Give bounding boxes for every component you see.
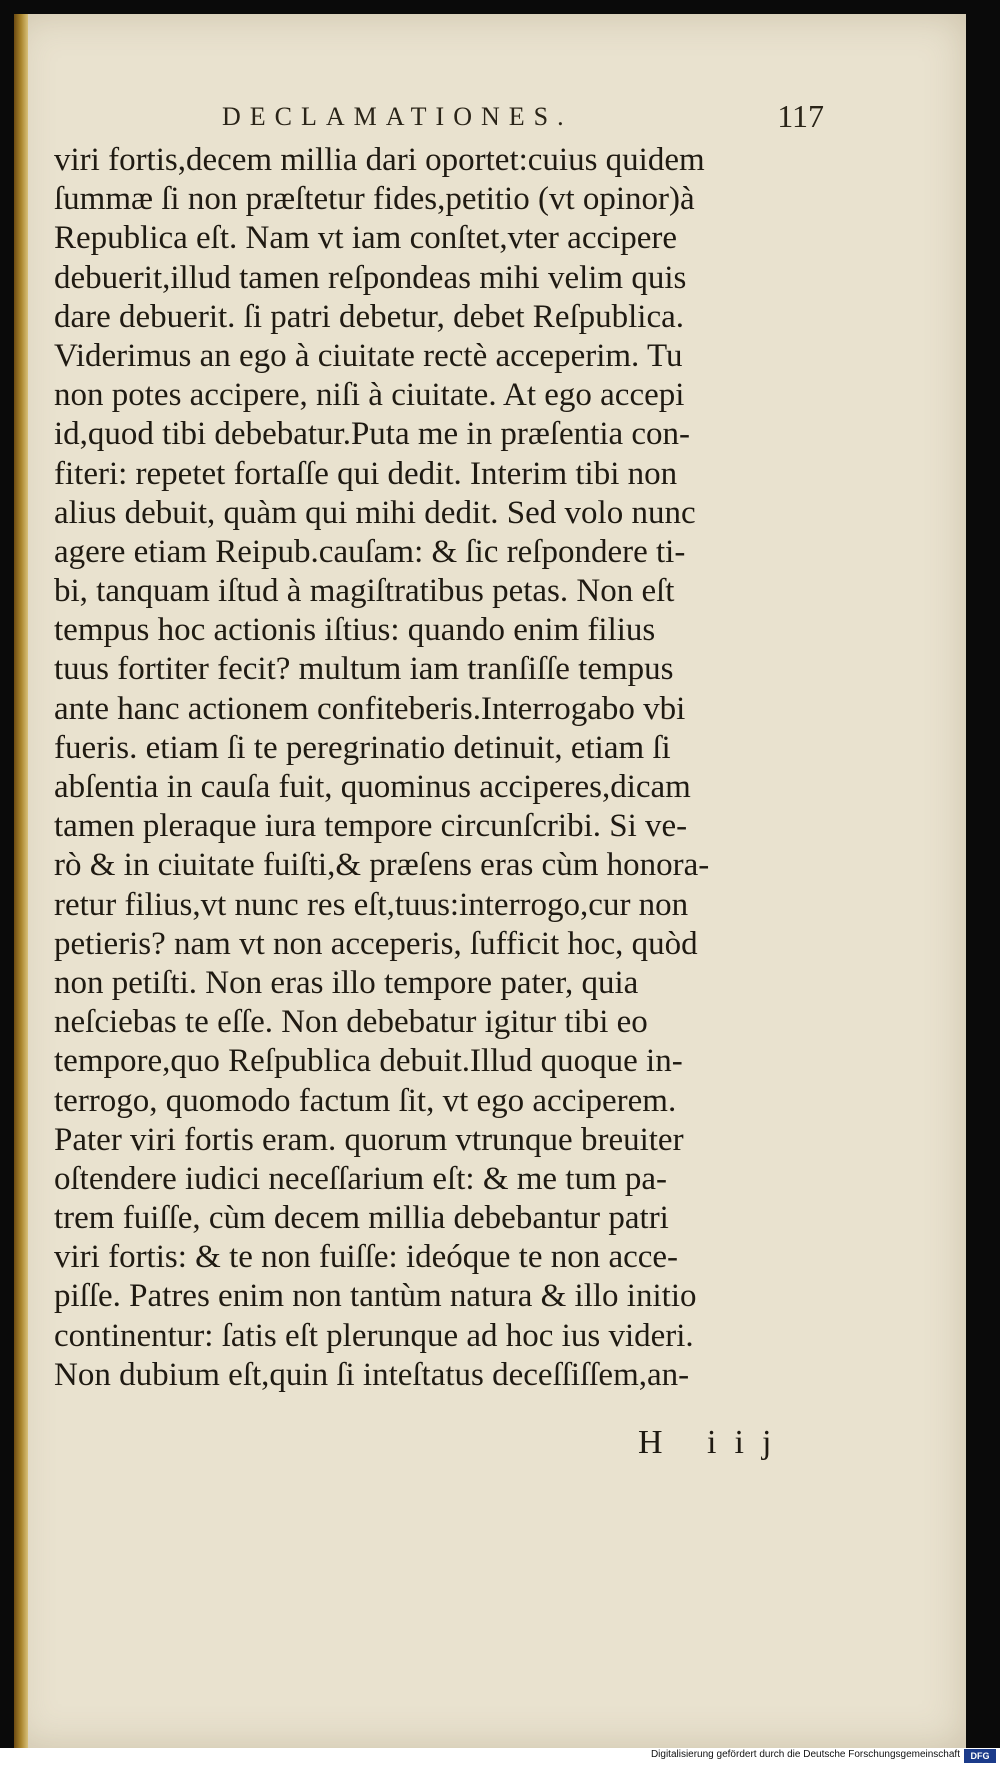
text-line: dare debuerit. ſi patri debetur, debet Reſpublica. bbox=[54, 298, 685, 335]
text-line: Pater viri fortis eram. quorum vtrunque breuiter bbox=[54, 1121, 684, 1158]
text-line: non petiſti. Non eras illo tempore pater, quia bbox=[54, 964, 639, 1001]
text-line: terrogo, quomodo factum ſit, vt ego acciperem. bbox=[54, 1082, 677, 1119]
text-line: bi, tanquam iſtud à magiſtratibus petas. Non eſt bbox=[54, 573, 675, 610]
text-line: alius debuit, quàm qui mihi dedit. Sed volo nunc bbox=[54, 494, 696, 531]
book-spine-edge bbox=[14, 14, 28, 1748]
text-line: viri fortis,decem millia dari oportet:cuius quidem bbox=[54, 142, 705, 178]
text-line: debuerit,illud tamen reſpondeas mihi velim quis bbox=[54, 259, 687, 296]
text-line: petieris? nam vt non acceperis, ſufficit hoc, quòd bbox=[54, 925, 698, 962]
digitization-footer bbox=[0, 1748, 1000, 1765]
running-title: DECLAMATIONES. bbox=[222, 102, 573, 131]
text-line: retur filius,vt nunc res eſt,tuus:interrogo,cur non bbox=[54, 886, 689, 923]
funding-credit: Digitalisierung gefördert durch die Deutsche Forschungsgemeinschaft bbox=[650, 1749, 960, 1760]
signature-mark: H iij bbox=[638, 1424, 790, 1461]
text-line: tempus hoc actionis iſtius: quando enim filius bbox=[54, 612, 656, 649]
text-line: rò & in ciuitate fuiſti,& præſens eras cùm honora- bbox=[54, 847, 710, 884]
book-page bbox=[14, 14, 966, 1748]
text-line: continentur: ſatis eſt plerunque ad hoc ius videri. bbox=[54, 1317, 694, 1354]
text-line: trem fuiſſe, cùm decem millia debebantur patri bbox=[54, 1200, 669, 1237]
text-line: ante hanc actionem confiteberis.Interrogabo vbi bbox=[54, 690, 686, 727]
page-number: 117 bbox=[777, 98, 824, 134]
text-line: abſentia in cauſa fuit, quominus acciperes,dicam bbox=[54, 769, 691, 805]
text-line: id,quod tibi debebatur.Puta me in præſentia con- bbox=[54, 416, 691, 453]
text-line: fiteri: repetet fortaſſe qui dedit. Interim tibi non bbox=[54, 455, 678, 492]
text-line: oſtendere iudici neceſſarium eſt: & me tum pa- bbox=[54, 1160, 668, 1197]
text-line: Republica eſt. Nam vt iam conſtet,vter accipere bbox=[54, 220, 678, 257]
text-line: Viderimus an ego à ciuitate rectè acceperim. Tu bbox=[54, 337, 683, 374]
text-line: viri fortis: & te non fuiſſe: ideóque te non acce- bbox=[54, 1239, 679, 1276]
page-header bbox=[204, 98, 824, 138]
text-line: tamen pleraque iura tempore circunſcribi. Si ve- bbox=[54, 808, 688, 845]
text-line: tempore,quo Reſpublica debuit.Illud quoque in- bbox=[54, 1043, 683, 1080]
text-line: agere etiam Reipub.cauſam: & ſic reſpondere ti- bbox=[54, 533, 686, 570]
text-line: piſſe. Patres enim non tantùm natura & illo initio bbox=[54, 1278, 697, 1315]
text-line: non potes accipere, niſi à ciuitate. At ego accepi bbox=[54, 377, 685, 414]
text-line: ſummæ ſi non præſtetur fides,petitio (vt opinor)à bbox=[54, 181, 695, 218]
text-line: neſciebas te eſſe. Non debebatur igitur tibi eo bbox=[54, 1004, 648, 1041]
dfg-logo-icon: DFG bbox=[964, 1749, 996, 1763]
text-block bbox=[54, 141, 814, 1395]
text-line: fueris. etiam ſi te peregrinatio detinuit, etiam ſi bbox=[54, 729, 671, 766]
text-line: Non dubium eſt,quin ſi inteſtatus deceſſiſſem,an- bbox=[54, 1356, 690, 1393]
text-line: tuus fortiter fecit? multum iam tranſiſſe tempus bbox=[54, 651, 674, 688]
